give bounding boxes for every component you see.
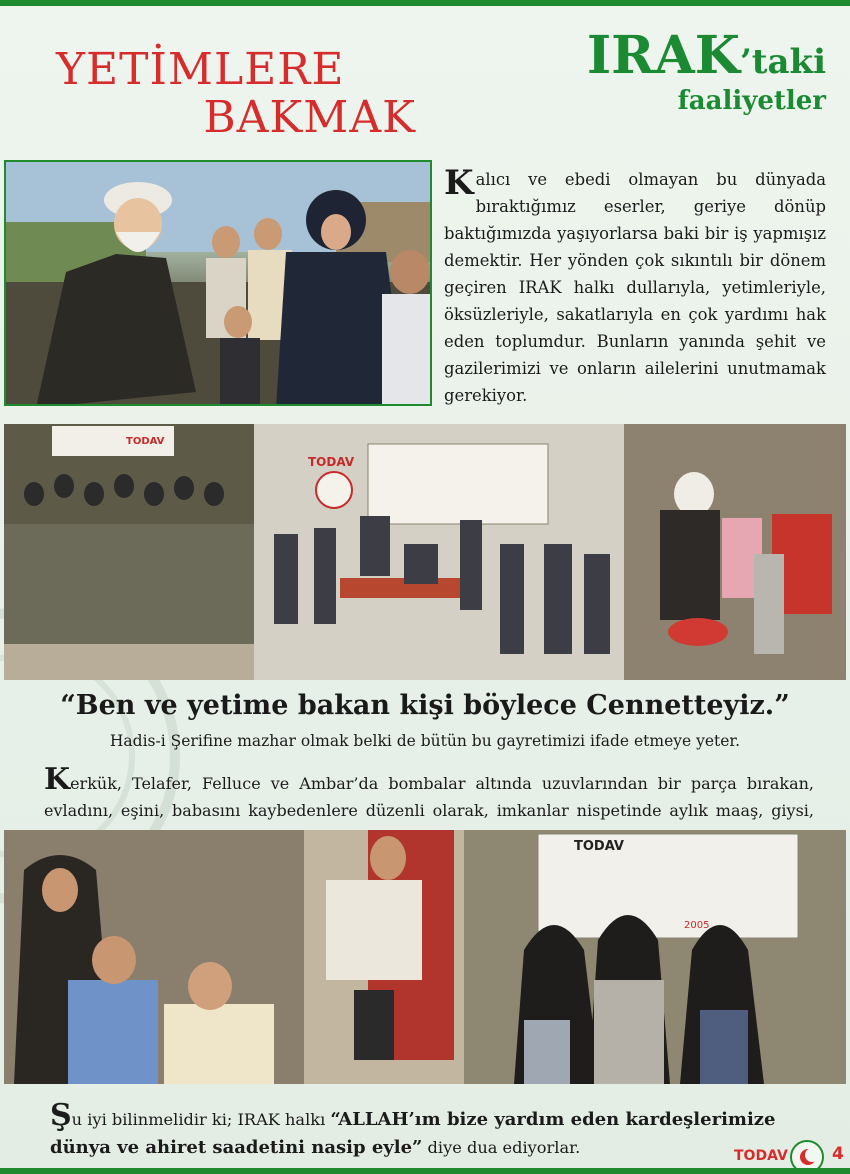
photo-collage-families [4,830,846,1084]
footer-logo-text: TODAV [734,1148,788,1164]
closing-text-after: diye dua ediyorlar. [422,1138,581,1157]
heading-suffix: ’taki [739,42,826,82]
intro-dropcap: K [444,163,474,203]
closing-text-before: u iyi bilinmelidir ki; IRAK halkı [71,1110,331,1129]
heading-country: IRAK [586,25,740,86]
aid-text: erkük, Telafer, Felluce ve Ambar’da bombalar altında uzuvlarından bir parça bırakan, evladını, eşini, babasını kaybedenlere düzenli olarak, imkanlar nispetinde aylık maaş, giysi, [44,774,814,820]
photo-collage-orphans [4,424,846,680]
banner-top-label: TODAV [126,436,165,447]
hadith-quote: “Ben ve yetime bakan kişi böylece Cennetteyiz.” [60,690,790,721]
section-title [56,46,416,142]
photo-aid-distribution [4,160,432,406]
closing-paragraph [50,1098,790,1162]
banner-year: 2005 [684,920,710,931]
title-line-1: YETİMLERE [56,44,345,95]
title-line-2: BAKMAK [203,92,416,143]
intro-text: alıcı ve ebedi olmayan bu dünyada bıraktığımız eserler, geriye dönüp baktığımızda yaşıyorlarsa baki bir iş yapmışız demektir. Her yönden çok sıkıntılı bir dönem geçiren IRAK halkı dullarıyla, yetimleriyle, öksüzleriyle, sakatlarıyla en çok yardımı hak eden toplumdur. Bunların yanında şehit ve gazilerimizi ve onların ailelerini unutmamak gerekiyor. [444,170,826,405]
closing-prayer: “ALLAH’ım bize yardım eden kardeşlerimize dünya ve ahiret saadetini nasip eyle” [50,1109,776,1158]
banner-bottom-label: TODAV [574,839,624,854]
aid-dropcap: K [44,762,71,797]
closing-dropcap: Ş [50,1098,72,1133]
page-number: 4 [832,1144,844,1164]
heading-subtitle: faaliyetler [677,86,826,116]
bottom-border [0,1168,850,1174]
intro-paragraph [444,163,826,409]
page-heading [586,25,826,116]
banner-mid-label: TODAV [308,455,355,469]
hadith-note: Hadis-i Şerifine mazhar olmak belki de bütün bu gayretimizi ifade etmeye yeter. [109,732,741,750]
